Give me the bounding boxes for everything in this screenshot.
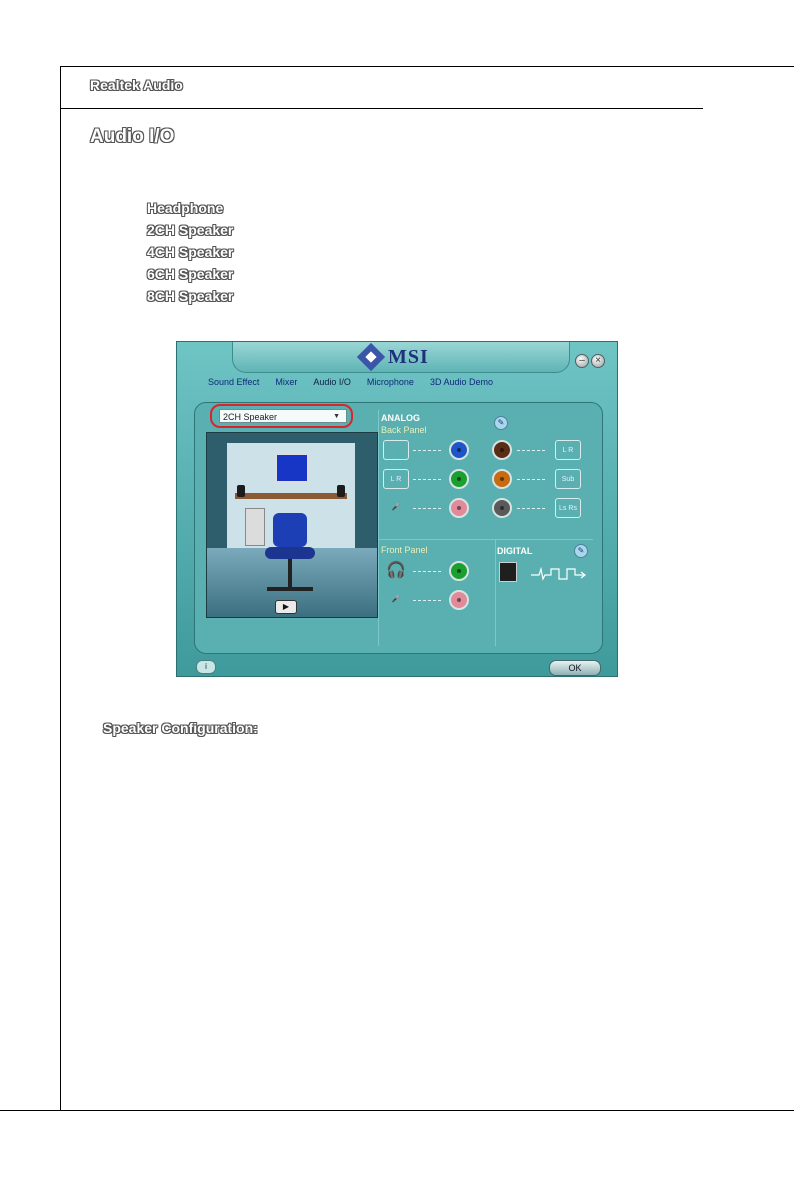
brand-logo: MSI [388,346,429,368]
connector-line [517,479,545,481]
side-r-label: Rs [568,505,577,512]
chair-seat [265,547,315,559]
front-speaker-device-icon [383,469,409,489]
subwoofer-device-icon [555,469,581,489]
bottom-rule [0,1110,794,1111]
connector-line [413,600,441,602]
option-2ch: 2CH Speaker [147,222,234,238]
panel-divider [378,539,593,540]
header-underline [60,108,703,109]
close-icon[interactable]: × [591,354,605,368]
right-speaker-icon[interactable] [337,485,345,497]
msi-emblem-icon [357,343,385,371]
front-microphone-icon: 🎤 [391,596,401,603]
left-speaker-icon[interactable] [237,485,245,497]
speaker-option-list [147,200,233,310]
center-sub-jack[interactable] [492,469,512,489]
monitor-icon [275,453,309,483]
option-headphone: Headphone [147,200,224,216]
line-in-device-icon [383,440,409,460]
tab-3d-audio-demo[interactable]: 3D Audio Demo [429,377,493,387]
figure-caption: Speaker Configuration: [103,720,258,736]
dropdown-arrow-icon: ▼ [333,413,340,420]
side-l-label: Ls [559,505,567,512]
option-8ch: 8CH Speaker [147,288,234,304]
digital-divider [495,539,496,646]
option-4ch: 4CH Speaker [147,244,234,260]
digital-label: DIGITAL [497,546,533,556]
tab-mixer[interactable]: Mixer [275,377,298,387]
side-out-jack[interactable] [492,498,512,518]
tab-audio-io[interactable]: Audio I/O [313,377,351,387]
info-button[interactable]: i [196,660,216,674]
left-rule [60,66,61,1111]
spdif-port-icon [499,562,517,582]
front-mic-jack[interactable] [449,590,469,610]
pc-tower-icon [245,508,265,546]
digital-signal-icon [531,567,587,581]
digital-settings-icon[interactable]: ✎ [574,544,588,558]
front-out-jack[interactable] [449,469,469,489]
connector-line [413,508,441,510]
speaker-room-preview [206,432,378,618]
front-headphone-jack[interactable] [449,561,469,581]
front-r-label: R [396,476,402,483]
tab-bar [208,377,493,387]
realtek-audio-window [176,341,618,677]
front-panel-label: Front Panel [381,545,428,555]
ok-button[interactable]: OK [549,660,601,676]
top-rule [60,66,794,67]
dropdown-value: 2CH Speaker [223,412,278,422]
logo-bar [232,342,570,373]
line-in-jack[interactable] [449,440,469,460]
tab-sound-effect[interactable]: Sound Effect [208,377,260,387]
microphone-icon: 🎤 [391,504,401,511]
connector-line [517,508,545,510]
side-speaker-device-icon [555,498,581,518]
sub-label: Sub [561,476,575,483]
desk [235,493,347,499]
back-panel-label: Back Panel [381,425,427,435]
connector-line [413,479,441,481]
mic-in-jack[interactable] [449,498,469,518]
minimize-icon[interactable]: – [575,354,589,368]
connector-line [517,450,545,452]
connector-line [413,450,441,452]
chair-base [267,587,313,591]
chair-back [273,513,307,547]
tab-microphone[interactable]: Microphone [366,377,414,387]
section-title: Audio I/O [90,126,175,147]
play-test-button[interactable]: ▶ [275,600,297,614]
rear-r-label: R [568,447,574,454]
dropdown-highlight [210,404,353,428]
analog-settings-icon[interactable]: ✎ [494,416,508,430]
rear-speaker-device-icon [555,440,581,460]
chair-leg [288,559,292,589]
rear-l-label: L [562,447,567,454]
headphone-icon: 🎧 [386,562,406,579]
analog-label: ANALOG [381,413,420,423]
front-l-label: L [390,476,395,483]
rear-out-jack[interactable] [492,440,512,460]
header-title: Realtek Audio [90,77,183,93]
connector-line [413,571,441,573]
option-6ch: 6CH Speaker [147,266,234,282]
